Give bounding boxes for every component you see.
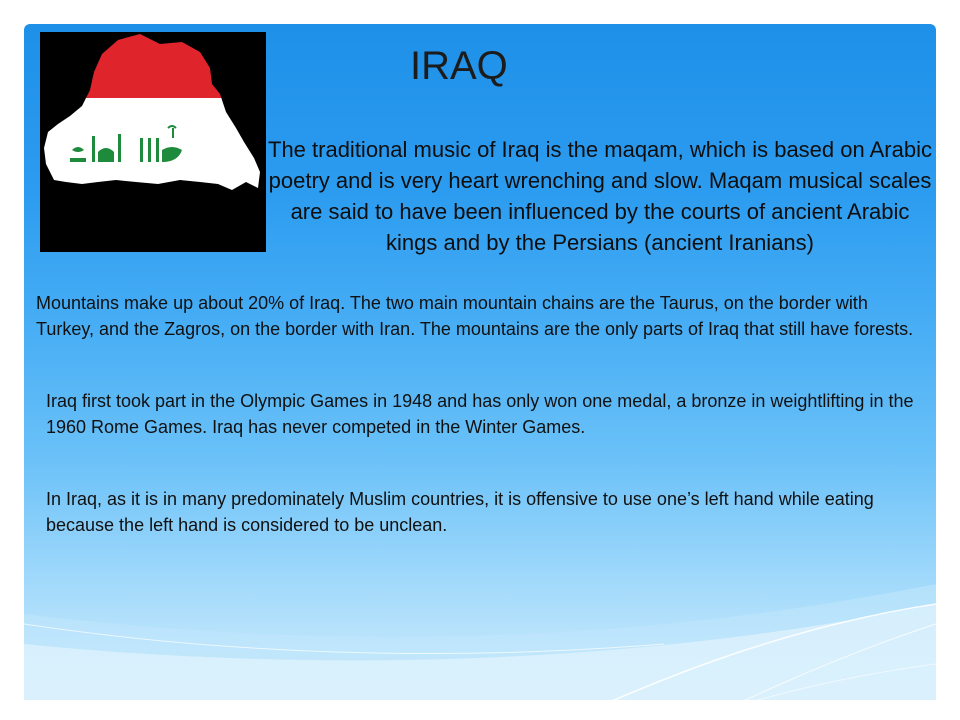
flag-red-band — [40, 32, 266, 98]
flag-white-band — [40, 98, 266, 154]
slide-title: IRAQ — [410, 44, 508, 88]
intro-paragraph: The traditional music of Iraq is the maqam, which is based on Arabic poetry and is very heart wrenching and slow. Maqam musical scales are said to have been influenced by the courts of ancient Arabic kings and by the Persians (ancient Iranians) — [268, 137, 932, 255]
paragraph-customs: In Iraq, as it is in many predominately Muslim countries, it is offensive to use one’s left hand while eating because the left hand is considered to be unclean. — [46, 489, 874, 535]
decorative-waves — [24, 584, 936, 700]
flag-lower-band — [40, 154, 266, 252]
iraq-flag-map-image — [40, 32, 266, 252]
paragraph-mountains: Mountains make up about 20% of Iraq. The two main mountain chains are the Taurus, on the border with Turkey, and the Zagros, on the border with Iran. The mountains are the only parts of Iraq that still have forests. — [36, 293, 914, 339]
iraq-flag-map-icon — [40, 32, 266, 252]
paragraph-olympics: Iraq first took part in the Olympic Games in 1948 and has only won one medal, a bronze in weightlifting in the 1960 Rome Games. Iraq has never competed in the Winter Games. — [46, 391, 914, 437]
slide — [24, 24, 936, 700]
